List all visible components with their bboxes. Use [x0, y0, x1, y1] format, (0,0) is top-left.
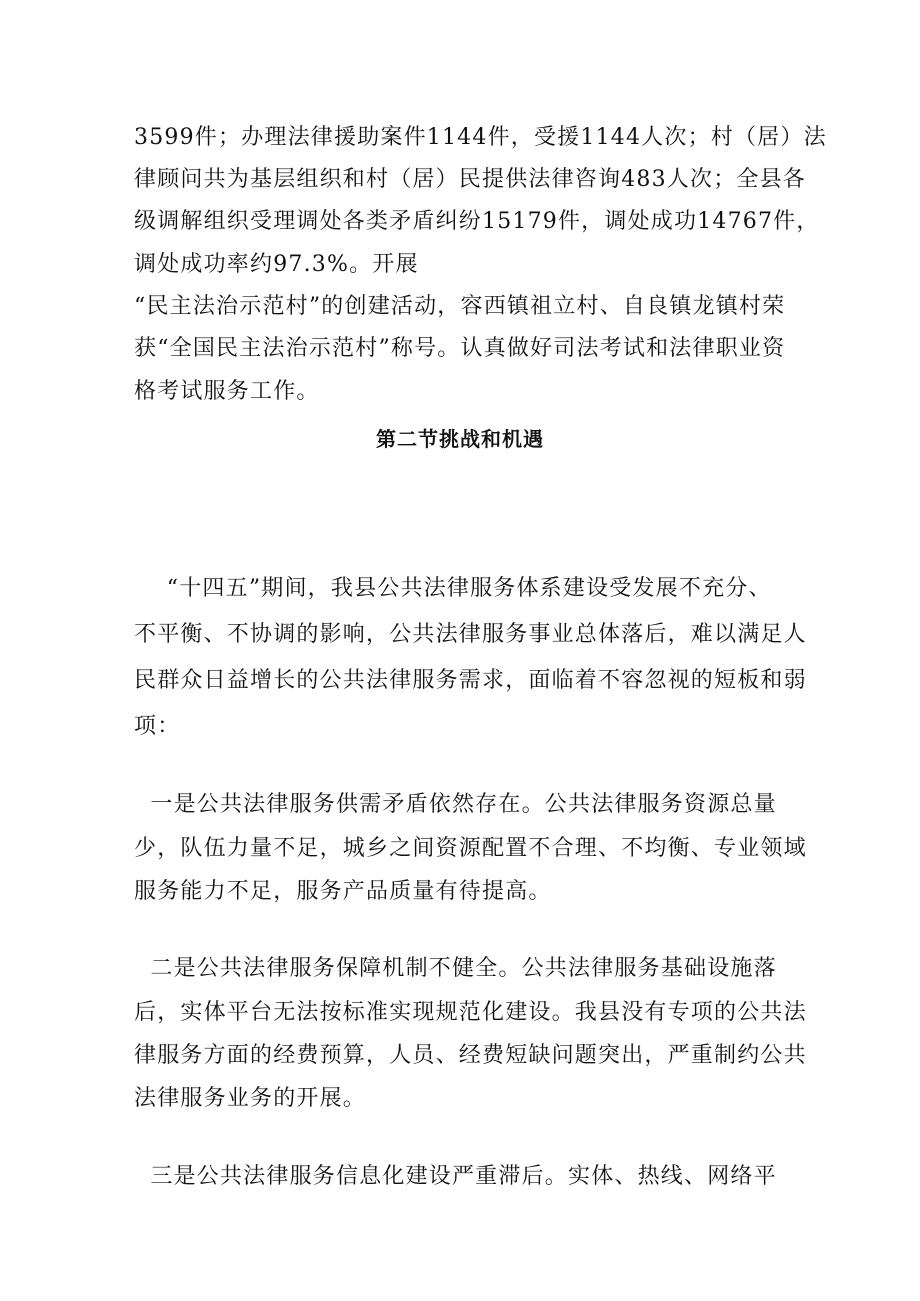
- text-line: 服务能力不足，服务产品质量有待提高。: [134, 879, 552, 904]
- text-line: 律服务方面的经费预算，人员、经费短缺问题突出，严重制约公共: [134, 1043, 807, 1068]
- text-line: 民群众日益增长的公共法律服务需求，面临着不容忽视的短板和弱: [134, 668, 807, 693]
- text-line: 调处成功率约97.3%。开展: [134, 252, 419, 277]
- text-line: 格考试服务工作。: [134, 379, 320, 404]
- text-line: “十四五”期间，我县公共法律服务体系建设受发展不充分、: [134, 576, 772, 601]
- text-line: 获“全国民主法治示范村”称号。认真做好司法考试和法律职业资: [134, 336, 786, 361]
- text-line: 级调解组织受理调处各类矛盾纠纷15179件，调处成功14767件，: [134, 209, 820, 234]
- text-line: 一是公共法律服务供需矛盾依然存在。公共法律服务资源总量: [134, 792, 777, 817]
- text-line: 3599件；办理法律援助案件1144件，受援1144人次；村（居）法: [134, 125, 827, 150]
- section-heading: 第二节挑战和机遇: [376, 427, 544, 451]
- text-line: 律顾问共为基层组织和村（居）民提供法律咨询483人次；全县各: [134, 167, 806, 192]
- text-line: “民主法治示范村”的创建活动，容西镇祖立村、自良镇龙镇村荣: [134, 294, 786, 319]
- text-line: 法律服务业务的开展。: [134, 1086, 367, 1111]
- text-line: 项：: [134, 714, 181, 739]
- text-line: 后，实体平台无法按标准实现规范化建设。我县没有专项的公共法: [134, 1000, 807, 1025]
- text-line: 不平衡、不协调的影响，公共法律服务事业总体落后，难以满足人: [134, 622, 807, 647]
- text-line: 二是公共法律服务保障机制不健全。公共法律服务基础设施落: [134, 956, 777, 981]
- text-line: 三是公共法律服务信息化建设严重滞后。实体、热线、网络平: [134, 1164, 777, 1189]
- text-line: 少，队伍力量不足，城乡之间资源配置不合理、不均衡、专业领域: [134, 836, 807, 861]
